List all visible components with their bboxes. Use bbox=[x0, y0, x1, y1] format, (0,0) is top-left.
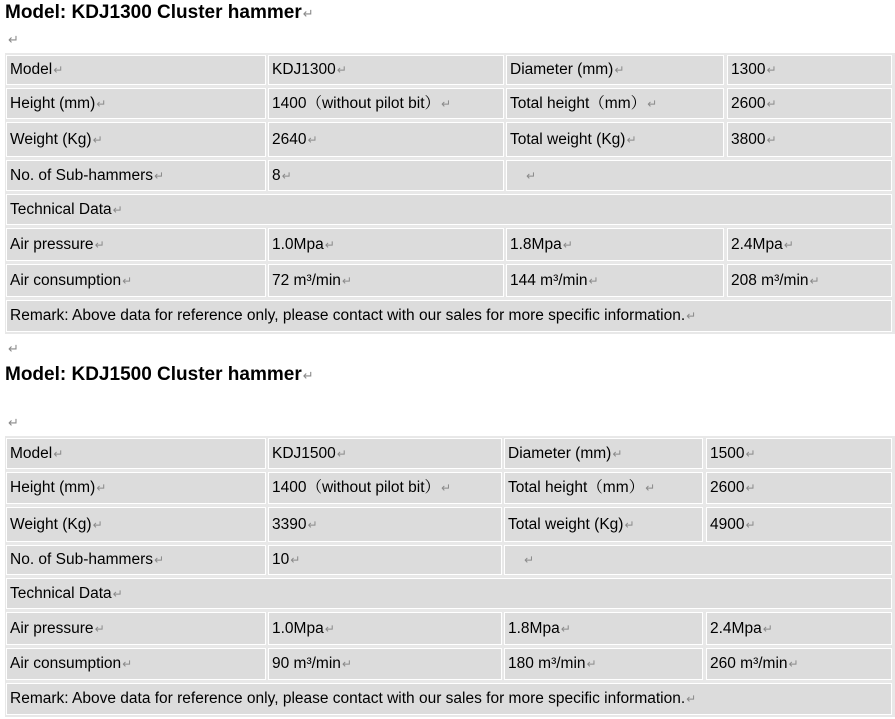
weight-label-cell: Weight (Kg) ↵ bbox=[6, 122, 266, 157]
section1-title bbox=[5, 2, 314, 25]
total-weight-value-cell: 3800 ↵ bbox=[727, 122, 892, 157]
air-consumption-value-cell: 180 m³/min ↵ bbox=[504, 648, 703, 680]
empty-cell: ↵ bbox=[504, 545, 892, 575]
model-label-cell: Model ↵ bbox=[6, 438, 266, 469]
empty-paragraph-mark-icon: ↵ bbox=[8, 341, 19, 356]
air-pressure-value-cell: 2.4Mpa ↵ bbox=[727, 228, 892, 261]
air-consumption-label-cell: Air consumption ↵ bbox=[6, 648, 266, 680]
total-height-label-cell: Total height（mm） ↵ bbox=[506, 88, 724, 119]
air-consumption-value-cell: 72 m³/min ↵ bbox=[268, 264, 504, 297]
section1-title-text: Model: KDJ1300 Cluster hammer bbox=[5, 2, 302, 23]
paragraph-mark-icon: ↵ bbox=[302, 6, 314, 21]
sub-hammers-value-cell: 10 ↵ bbox=[268, 545, 502, 575]
air-consumption-value-cell: 144 m³/min ↵ bbox=[506, 264, 724, 297]
empty-paragraph-mark-icon: ↵ bbox=[8, 32, 19, 47]
total-weight-label-cell: Total weight (Kg) ↵ bbox=[506, 122, 724, 157]
height-value-cell: 1400（without pilot bit） ↵ bbox=[268, 472, 502, 504]
total-weight-label-cell: Total weight (Kg) ↵ bbox=[504, 507, 703, 542]
spec-table-2 bbox=[5, 436, 895, 717]
weight-value-cell: 2640 ↵ bbox=[268, 122, 504, 157]
model-label-cell: Model ↵ bbox=[6, 55, 266, 85]
air-consumption-label-cell: Air consumption ↵ bbox=[6, 264, 266, 297]
air-pressure-label-cell: Air pressure ↵ bbox=[6, 228, 266, 261]
air-pressure-value-cell: 1.0Mpa ↵ bbox=[268, 228, 504, 261]
sub-hammers-label-cell: No. of Sub-hammers ↵ bbox=[6, 160, 266, 191]
diameter-value-cell: 1500 ↵ bbox=[706, 438, 892, 469]
total-height-value-cell: 2600 ↵ bbox=[706, 472, 892, 504]
empty-paragraph-mark-icon: ↵ bbox=[8, 415, 19, 430]
paragraph-mark-icon: ↵ bbox=[302, 368, 314, 383]
model-value-cell: KDJ1500 ↵ bbox=[268, 438, 502, 469]
height-label-cell: Height (mm) ↵ bbox=[6, 88, 266, 119]
diameter-label-cell: Diameter (mm) ↵ bbox=[506, 55, 724, 85]
remark-cell: Remark: Above data for reference only, please contact with our sales for more specific information. ↵ bbox=[6, 300, 892, 332]
sub-hammers-label-cell: No. of Sub-hammers ↵ bbox=[6, 545, 266, 575]
total-height-value-cell: 2600 ↵ bbox=[727, 88, 892, 119]
weight-value-cell: 3390 ↵ bbox=[268, 507, 502, 542]
technical-data-cell: Technical Data ↵ bbox=[6, 578, 892, 609]
air-pressure-label-cell: Air pressure ↵ bbox=[6, 612, 266, 645]
weight-label-cell: Weight (Kg) ↵ bbox=[6, 507, 266, 542]
height-label-cell: Height (mm) ↵ bbox=[6, 472, 266, 504]
air-pressure-value-cell: 1.8Mpa ↵ bbox=[506, 228, 724, 261]
total-weight-value-cell: 4900 ↵ bbox=[706, 507, 892, 542]
air-pressure-value-cell: 2.4Mpa ↵ bbox=[706, 612, 892, 645]
total-height-label-cell: Total height（mm） ↵ bbox=[504, 472, 703, 504]
section2-title-text: Model: KDJ1500 Cluster hammer bbox=[5, 364, 302, 385]
air-consumption-value-cell: 90 m³/min ↵ bbox=[268, 648, 502, 680]
technical-data-cell: Technical Data ↵ bbox=[6, 194, 892, 225]
sub-hammers-value-cell: 8 ↵ bbox=[268, 160, 504, 191]
empty-cell: ↵ bbox=[506, 160, 892, 191]
diameter-value-cell: 1300 ↵ bbox=[727, 55, 892, 85]
air-pressure-value-cell: 1.8Mpa ↵ bbox=[504, 612, 703, 645]
air-consumption-value-cell: 208 m³/min ↵ bbox=[727, 264, 892, 297]
section2-title bbox=[5, 364, 314, 387]
air-consumption-value-cell: 260 m³/min ↵ bbox=[706, 648, 892, 680]
spec-table-1 bbox=[5, 53, 895, 334]
model-value-cell: KDJ1300 ↵ bbox=[268, 55, 504, 85]
diameter-label-cell: Diameter (mm) ↵ bbox=[504, 438, 703, 469]
air-pressure-value-cell: 1.0Mpa ↵ bbox=[268, 612, 502, 645]
height-value-cell: 1400（without pilot bit） ↵ bbox=[268, 88, 504, 119]
remark-cell: Remark: Above data for reference only, please contact with our sales for more specific information. ↵ bbox=[6, 683, 892, 715]
